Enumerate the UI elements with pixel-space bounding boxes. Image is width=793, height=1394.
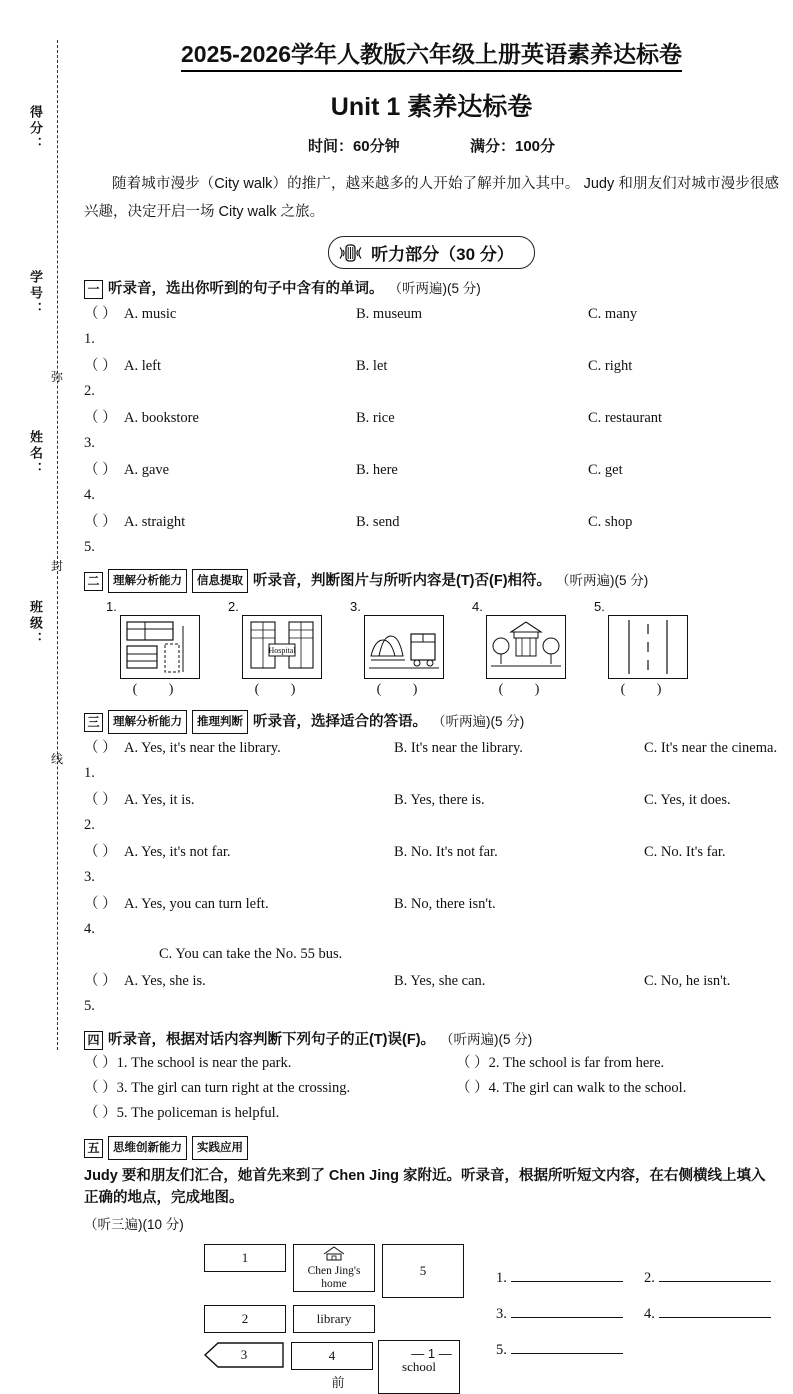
map-row-1 (204, 1244, 472, 1298)
section-5-title: Judy 要和朋友们汇合，她首先来到了 Chen Jing 家附近。听录音，根据所听短文内容，在右侧横线上填入正确的地点，完成地图。 (84, 1168, 766, 1206)
park-bus-icon (364, 615, 444, 679)
option-b[interactable]: B. rice (356, 410, 395, 426)
answer-blank-1[interactable]: 1. (496, 1270, 644, 1287)
ability-tag-innovation: 思维创新能力 (108, 1136, 187, 1160)
ability-tag-analysis: 理解分析能力 (108, 710, 187, 734)
answer-bracket[interactable]: （ ）4. (84, 462, 117, 503)
answer-blanks (472, 1244, 792, 1391)
list-item (84, 892, 779, 942)
option-c[interactable]: C. It's near the cinema. (644, 740, 778, 756)
picture-number: 3. (350, 599, 361, 614)
option-a[interactable]: A. Yes, she is. (124, 973, 206, 989)
building-facade-icon (120, 615, 200, 679)
section-4-head (84, 1029, 779, 1051)
table-row (84, 1101, 779, 1126)
option-c[interactable]: C. get (588, 462, 623, 478)
map-box-library: library (293, 1305, 375, 1333)
unit-title: Unit 1 素养达标卷 (330, 93, 533, 121)
option-a[interactable]: A. bookstore (124, 410, 199, 426)
list-item (84, 354, 779, 404)
exam-body (70, 0, 793, 1391)
list-item (84, 788, 779, 838)
option-c[interactable]: C. restaurant (588, 410, 663, 426)
listening-banner (328, 236, 535, 269)
section-5-hint: （听三遍)(10 分) (84, 1217, 184, 1232)
hospital-icon (242, 615, 322, 679)
picture-cell (228, 599, 332, 698)
picture-number: 2. (228, 599, 239, 614)
map-area (84, 1244, 779, 1391)
ability-tag-application: 实践应用 (192, 1136, 248, 1160)
section-1-hint: （听两遍)(5 分) (388, 281, 481, 296)
answer-bracket[interactable]: （ ）2. (84, 792, 117, 833)
option-c[interactable]: C. No, he isn't. (644, 973, 731, 989)
list-item (84, 510, 779, 560)
picture-number: 1. (106, 599, 117, 614)
option-a[interactable]: A. Yes, it is. (124, 792, 195, 808)
answer-bracket[interactable]: ( ) (620, 682, 676, 697)
map-row-2 (204, 1305, 472, 1333)
class-label: 班级： (28, 600, 43, 648)
answer-bracket[interactable]: （ ）2. (84, 358, 117, 399)
answer-bracket[interactable]: （ ）3. (84, 410, 117, 451)
picture-cell (106, 599, 210, 698)
svg-text:Hospital: Hospital (268, 646, 296, 655)
section-3-hint: （听两遍)(5 分) (432, 714, 525, 729)
time-limit: 时间：60分钟 (307, 138, 400, 155)
section-3-title: 听录音，选择适合的答语。 (253, 714, 427, 730)
map-box-2[interactable]: 2 (204, 1305, 286, 1333)
ability-tag-extraction: 信息提取 (192, 569, 248, 593)
listening-banner-wrap (70, 236, 793, 269)
blank-row (496, 1306, 792, 1323)
score-label: 得分： (28, 105, 43, 153)
option-c[interactable]: C. Yes, it does. (644, 792, 731, 808)
full-score: 满分：100分 (470, 138, 556, 155)
page-title-text: 2025-2026学年人教版六年级上册英语素养达标卷 (181, 41, 682, 72)
answer-bracket[interactable]: ( ) (498, 682, 554, 697)
section-3 (84, 710, 779, 1019)
section-3-head (84, 710, 779, 734)
map-box-chen-jing-home (293, 1244, 375, 1292)
answer-bracket[interactable]: （ ）1. (84, 740, 117, 781)
section-4 (84, 1029, 779, 1126)
answer-blank-4[interactable]: 4. (644, 1306, 792, 1323)
tf-statement-right[interactable]: （ ）4. The girl can walk to the school. (456, 1080, 687, 1096)
option-a[interactable]: A. straight (124, 514, 186, 530)
section-4-hint: （听两遍)(5 分) (440, 1032, 533, 1047)
option-c[interactable]: C. many (588, 306, 638, 322)
section-1-number: 一 (84, 280, 103, 299)
name-label: 姓名： (28, 430, 43, 478)
map-box-1[interactable]: 1 (204, 1244, 286, 1272)
section-1-title: 听录音，选出你听到的句子中含有的单词。 (108, 281, 384, 297)
section-4-number: 四 (84, 1031, 103, 1050)
map-diagram (204, 1244, 472, 1391)
option-a[interactable]: A. gave (124, 462, 170, 478)
list-item (84, 736, 779, 786)
map-box-school: school (378, 1340, 460, 1394)
section-1-head (84, 278, 779, 300)
option-c[interactable]: C. No. It's far. (644, 844, 726, 860)
option-b[interactable]: B. here (356, 462, 398, 478)
ear-listen-icon (337, 241, 363, 265)
tf-statement-right[interactable]: （ ）2. The school is far from here. (456, 1055, 665, 1071)
section-5-head (84, 1136, 779, 1236)
table-row (84, 1076, 779, 1101)
option-a[interactable]: A. Yes, you can turn left. (124, 896, 269, 912)
option-c[interactable]: C. right (588, 358, 633, 374)
tf-statement-left[interactable]: （ ）1. The school is near the park. (84, 1055, 292, 1071)
option-a[interactable]: A. Yes, it's near the library. (124, 740, 281, 756)
studentid-label: 学号： (28, 270, 43, 318)
map-box-5[interactable]: 5 (382, 1244, 464, 1298)
page-title (70, 36, 793, 69)
answer-blank-2[interactable]: 2. (644, 1270, 792, 1287)
seal-dashed-line (57, 40, 59, 1050)
ability-tag-analysis: 理解分析能力 (108, 569, 187, 593)
left-margin-strip (0, 0, 70, 1122)
answer-bracket[interactable]: （ ）3. (84, 844, 117, 885)
option-b[interactable]: B. Yes, there is. (394, 792, 485, 808)
answer-bracket[interactable]: （ ）4. (84, 896, 117, 937)
answer-bracket[interactable]: ( ) (254, 682, 310, 697)
option-b[interactable]: B. send (356, 514, 400, 530)
list-item (84, 458, 779, 508)
seal-char-3: 线 (51, 752, 64, 766)
answer-bracket[interactable]: ( ) (376, 682, 432, 697)
map-box-chen-jing-label: Chen Jing's (307, 1265, 361, 1277)
temple-trees-icon (486, 615, 566, 679)
option-b[interactable]: B. Yes, she can. (394, 973, 486, 989)
picture-number: 4. (472, 599, 483, 614)
answer-bracket[interactable]: （ ）5. (84, 514, 117, 555)
tf-statement-right (456, 1101, 779, 1126)
section-2-number: 二 (84, 572, 103, 591)
option-b[interactable]: B. It's near the library. (394, 740, 523, 756)
seal-char-2: 封 (51, 559, 64, 573)
list-item (84, 302, 779, 352)
tf-statement-left[interactable]: （ ）5. The policeman is helpful. (84, 1105, 280, 1121)
answer-bracket[interactable]: （ ）1. (84, 306, 117, 347)
section-5-number: 五 (84, 1139, 103, 1158)
page-number: — 1 — (411, 1346, 452, 1361)
tf-statement-left[interactable]: （ ）3. The girl can turn right at the crossing. (84, 1080, 351, 1096)
list-item (84, 406, 779, 456)
section-4-title: 听录音，根据对话内容判断下列句子的正(T)误(F)。 (108, 1032, 436, 1048)
picture-cell (350, 599, 454, 698)
picture-cell (594, 599, 698, 698)
seal-char-1: 弥 (51, 370, 64, 384)
crossing-road-icon (608, 615, 688, 679)
section-3-number: 三 (84, 713, 103, 732)
list-item (84, 969, 779, 1019)
table-row (84, 1051, 779, 1076)
option-c-continued[interactable]: C. You can take the No. 55 bus. (159, 946, 343, 962)
answer-bracket[interactable]: ( ) (132, 682, 188, 697)
picture-number: 5. (594, 599, 605, 614)
map-box-4[interactable]: 4 (291, 1342, 373, 1370)
picture-row (84, 599, 779, 698)
ability-tag-inference: 推理判断 (192, 710, 248, 734)
option-c[interactable]: C. shop (588, 514, 633, 530)
picture-cell (472, 599, 576, 698)
answer-blank-5[interactable]: 5. (496, 1342, 644, 1359)
answer-blank-3[interactable]: 3. (496, 1306, 644, 1323)
answer-bracket[interactable]: （ ）5. (84, 973, 117, 1014)
option-b[interactable]: B. No, there isn't. (394, 896, 496, 912)
option-b[interactable]: B. museum (356, 306, 423, 322)
listening-banner-label: 听力部分（30 分） (371, 245, 514, 264)
exam-meta (70, 135, 793, 156)
section-2-title: 听录音，判断图片与所听内容是(T)否(F)相符。 (253, 573, 552, 589)
section-2-hint: （听两遍)(5 分) (556, 573, 649, 588)
blank-row (496, 1270, 792, 1287)
option-b[interactable]: B. let (356, 358, 388, 374)
house-icon (322, 1246, 346, 1264)
intro-paragraph: 随着城市漫步（City walk）的推广，越来越多的人开始了解并加入其中。 Judy 和朋友们对城市漫步很感兴趣，决定开启一场 City walk 之旅。 (84, 176, 779, 220)
section-2 (84, 569, 779, 698)
map-box-chen-jing-sub: home (321, 1278, 347, 1290)
map-box-3-label: 3 (240, 1347, 248, 1362)
option-a[interactable]: A. Yes, it's not far. (124, 844, 231, 860)
map-front-label: 前 (331, 1375, 345, 1390)
section-2-head (84, 569, 779, 593)
option-a[interactable]: A. left (124, 358, 162, 374)
option-a[interactable]: A. music (124, 306, 177, 322)
list-item (84, 840, 779, 890)
section-1 (84, 278, 779, 560)
option-b[interactable]: B. No. It's not far. (394, 844, 498, 860)
